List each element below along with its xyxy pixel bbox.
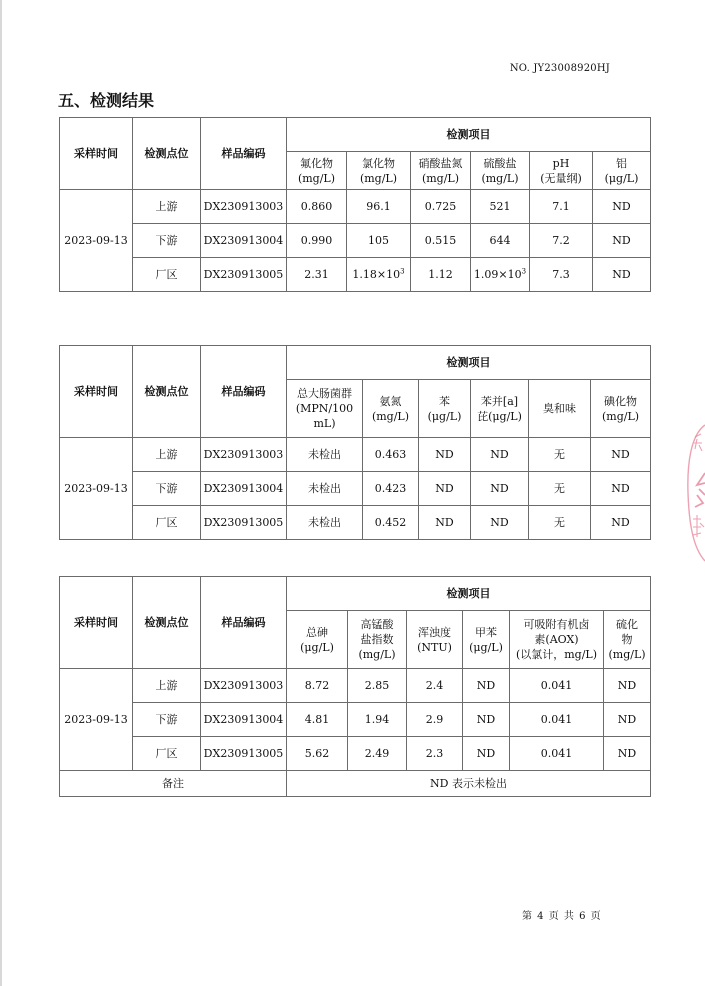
sampling-point: 下游 bbox=[133, 224, 201, 258]
page-number: 第 4 页 共 6 页 bbox=[522, 911, 601, 922]
value-cell: 7.2 bbox=[530, 224, 593, 258]
value-cell: 0.515 bbox=[411, 224, 471, 258]
value-cell: 0.463 bbox=[363, 438, 419, 472]
table-row bbox=[60, 506, 651, 540]
value-cell: 4.81 bbox=[287, 703, 348, 737]
table-row bbox=[60, 737, 651, 771]
sampling-point: 厂区 bbox=[133, 506, 201, 540]
sampling-date: 2023-09-13 bbox=[60, 669, 133, 771]
value-cell: ND bbox=[593, 224, 651, 258]
value-cell: ND bbox=[593, 258, 651, 292]
value-cell: 未检出 bbox=[287, 506, 363, 540]
value-cell: 2.85 bbox=[348, 669, 407, 703]
value-cell: $1.09\times 10^3$ bbox=[471, 258, 530, 292]
value-cell: 2.49 bbox=[348, 737, 407, 771]
col-header-aluminum: 铝 (μg/L) bbox=[593, 152, 651, 190]
value-cell: 0.041 bbox=[510, 703, 604, 737]
sample-code: DX230913004 bbox=[201, 224, 287, 258]
col-header-ph: pH (无量纲) bbox=[530, 152, 593, 190]
table-row bbox=[60, 472, 651, 506]
header-sampling-time: 采样时间 bbox=[60, 577, 133, 669]
value-cell: ND bbox=[471, 438, 529, 472]
results-table-2 bbox=[59, 345, 651, 540]
value-cell: 105 bbox=[347, 224, 411, 258]
header-sampling-point: 检测点位 bbox=[133, 118, 201, 190]
value-cell: 2.31 bbox=[287, 258, 347, 292]
value-cell: 0.860 bbox=[287, 190, 347, 224]
results-table-1 bbox=[59, 117, 651, 292]
col-header-sulfate: 硫酸盐 (mg/L) bbox=[471, 152, 530, 190]
sampling-date: 2023-09-13 bbox=[60, 438, 133, 540]
value-cell: ND bbox=[471, 472, 529, 506]
value-cell: 2.3 bbox=[407, 737, 463, 771]
col-header-total-coliforms: 总大肠菌群 (MPN/100 mL) bbox=[287, 380, 363, 438]
remark-row bbox=[60, 771, 651, 797]
value-cell: 2.4 bbox=[407, 669, 463, 703]
sample-code: DX230913005 bbox=[201, 258, 287, 292]
document-number: NO. JY23008920HJ bbox=[509, 63, 610, 74]
remark-label: 备注 bbox=[60, 771, 287, 797]
section-title: 五、检测结果 bbox=[58, 91, 155, 110]
value-cell: ND bbox=[463, 703, 510, 737]
value-cell: 0.452 bbox=[363, 506, 419, 540]
col-header-benzo-a-pyrene: 苯并[a] 芘(μg/L) bbox=[471, 380, 529, 438]
value-cell: 无 bbox=[529, 438, 591, 472]
header-sample-code: 样品编码 bbox=[201, 346, 287, 438]
value-cell: 7.1 bbox=[530, 190, 593, 224]
value-cell: 0.041 bbox=[510, 669, 604, 703]
table-row bbox=[60, 703, 651, 737]
results-table-3 bbox=[59, 576, 651, 797]
col-header-chloride: 氯化物 (mg/L) bbox=[347, 152, 411, 190]
table-row bbox=[60, 190, 651, 224]
value-cell: 0.990 bbox=[287, 224, 347, 258]
value-cell: 8.72 bbox=[287, 669, 348, 703]
table-row bbox=[60, 438, 651, 472]
value-cell: ND bbox=[591, 506, 651, 540]
sampling-point: 上游 bbox=[133, 438, 201, 472]
table-row bbox=[60, 224, 651, 258]
value-cell: 521 bbox=[471, 190, 530, 224]
value-cell: 0.041 bbox=[510, 737, 604, 771]
header-sample-code: 样品编码 bbox=[201, 118, 287, 190]
value-cell: ND bbox=[471, 506, 529, 540]
header-sample-code: 样品编码 bbox=[201, 577, 287, 669]
value-cell: ND bbox=[604, 703, 651, 737]
table-row bbox=[60, 258, 651, 292]
value-cell: 未检出 bbox=[287, 438, 363, 472]
value-cell: 96.1 bbox=[347, 190, 411, 224]
remark-text: ND 表示未检出 bbox=[287, 771, 651, 797]
sample-code: DX230913003 bbox=[201, 438, 287, 472]
seal-stamp-icon bbox=[685, 423, 705, 563]
col-header-nitrate-nitrogen: 硝酸盐氮 (mg/L) bbox=[411, 152, 471, 190]
col-header-sulfide: 硫化 物 (mg/L) bbox=[604, 611, 651, 669]
header-sampling-point: 检测点位 bbox=[133, 346, 201, 438]
header-test-items: 检测项目 bbox=[287, 346, 651, 380]
value-cell: ND bbox=[593, 190, 651, 224]
value-cell: ND bbox=[591, 472, 651, 506]
value-cell: 644 bbox=[471, 224, 530, 258]
header-sampling-time: 采样时间 bbox=[60, 118, 133, 190]
page-edge bbox=[0, 0, 2, 986]
col-header-iodide: 碘化物 (mg/L) bbox=[591, 380, 651, 438]
value-cell: ND bbox=[463, 737, 510, 771]
sampling-date: 2023-09-13 bbox=[60, 190, 133, 292]
sampling-point: 下游 bbox=[133, 703, 201, 737]
sampling-point: 厂区 bbox=[133, 258, 201, 292]
sample-code: DX230913005 bbox=[201, 737, 287, 771]
sampling-point: 下游 bbox=[133, 472, 201, 506]
value-cell: ND bbox=[604, 669, 651, 703]
value-cell: ND bbox=[591, 438, 651, 472]
value-cell: 5.62 bbox=[287, 737, 348, 771]
header-test-items: 检测项目 bbox=[287, 118, 651, 152]
col-header-total-arsenic: 总砷 (μg/L) bbox=[287, 611, 348, 669]
sampling-point: 厂区 bbox=[133, 737, 201, 771]
value-cell: 2.9 bbox=[407, 703, 463, 737]
sample-code: DX230913004 bbox=[201, 703, 287, 737]
value-cell: $1.18\times 10^3$ bbox=[347, 258, 411, 292]
value-cell: 无 bbox=[529, 506, 591, 540]
value-cell: 0.725 bbox=[411, 190, 471, 224]
header-test-items: 检测项目 bbox=[287, 577, 651, 611]
value-cell: 无 bbox=[529, 472, 591, 506]
value-cell: ND bbox=[463, 669, 510, 703]
col-header-turbidity: 浑浊度 (NTU) bbox=[407, 611, 463, 669]
value-cell: 1.94 bbox=[348, 703, 407, 737]
col-header-aox: 可吸附有机卤 素(AOX) (以氯计，mg/L) bbox=[510, 611, 604, 669]
value-cell: ND bbox=[419, 506, 471, 540]
value-cell: ND bbox=[419, 472, 471, 506]
value-cell: 未检出 bbox=[287, 472, 363, 506]
col-header-permanganate-index: 高锰酸 盐指数 (mg/L) bbox=[348, 611, 407, 669]
sampling-point: 上游 bbox=[133, 669, 201, 703]
value-cell: ND bbox=[604, 737, 651, 771]
col-header-ammonia-nitrogen: 氨氮 (mg/L) bbox=[363, 380, 419, 438]
col-header-odor-taste: 臭和味 bbox=[529, 380, 591, 438]
header-sampling-point: 检测点位 bbox=[133, 577, 201, 669]
table-row bbox=[60, 669, 651, 703]
sample-code: DX230913003 bbox=[201, 669, 287, 703]
sample-code: DX230913004 bbox=[201, 472, 287, 506]
value-cell: 1.12 bbox=[411, 258, 471, 292]
col-header-fluoride: 氟化物 (mg/L) bbox=[287, 152, 347, 190]
sample-code: DX230913005 bbox=[201, 506, 287, 540]
sampling-point: 上游 bbox=[133, 190, 201, 224]
header-sampling-time: 采样时间 bbox=[60, 346, 133, 438]
value-cell: 7.3 bbox=[530, 258, 593, 292]
col-header-toluene: 甲苯 (μg/L) bbox=[463, 611, 510, 669]
value-cell: 0.423 bbox=[363, 472, 419, 506]
value-cell: ND bbox=[419, 438, 471, 472]
sample-code: DX230913003 bbox=[201, 190, 287, 224]
col-header-benzene: 苯 (μg/L) bbox=[419, 380, 471, 438]
